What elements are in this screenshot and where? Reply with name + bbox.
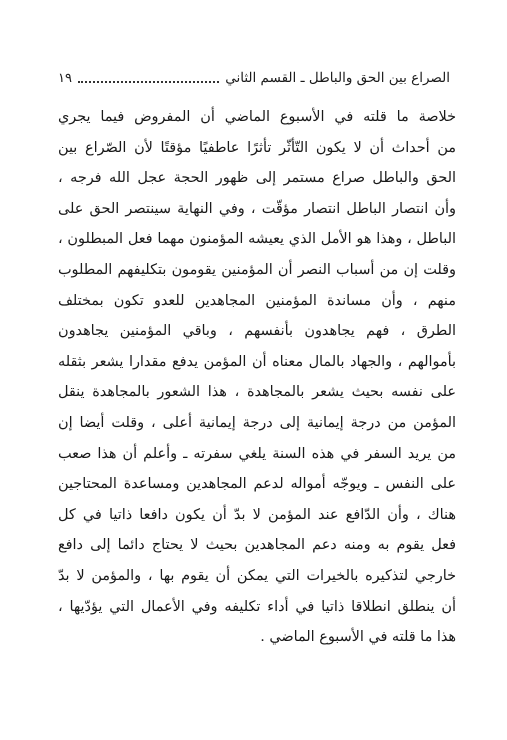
text-line: وأن انتصار الباطل انتصار مؤقّت ، وفي النهاية سينتصر الحق على xyxy=(58,200,456,217)
text-line: هناك ، وأن الدّافع عند المؤمن لا بدّ أن يكون دافعا ذاتيا في كل xyxy=(58,506,456,523)
text-line: الطرق ، فهم يجاهدون بأنفسهم ، وباقي المؤمنين يجاهدون xyxy=(58,323,456,340)
text-line: على النفس ـ ويوجّه أمواله لدعم المجاهدين ومساعدة المحتاجين xyxy=(58,476,456,493)
running-header-title: الصراع بين الحق والباطل ـ القسم الثاني xyxy=(225,70,450,86)
running-header xyxy=(58,66,450,90)
text-line: أن ينطلق انطلاقا ذاتيا في أداء تكليفه وفي الأعمال التي يؤدّيها ، xyxy=(58,598,456,615)
text-line: الباطل ، وهذا هو الأمل الذي يعيشه المؤمنون مهما فعل المبطلون ، xyxy=(58,231,456,248)
text-line: على نفسه بحيث يشعر بالمجاهدة ، هذا الشعور بالمجاهدة ينقل xyxy=(58,384,456,401)
page-number: ١٩ xyxy=(58,70,72,86)
text-line: من أحداث أن لا يكون التّأثّر تأثرًا عاطفيًا مؤقتًا لأن الصّراع بين xyxy=(58,139,456,156)
text-line: بأموالهم ، والجهاد بالمال معناه أن المؤمن يدفع مقدارا يشعر بثقله xyxy=(58,353,456,370)
text-line: من يريد السفر في هذه السنة يلغي سفرته ـ وأعلم أن هذا صعب xyxy=(58,445,456,462)
header-leader-dots xyxy=(78,80,219,83)
text-line: هذا ما قلته في الأسبوع الماضي . xyxy=(260,629,456,646)
text-line: فعل يقوم به ومنه دعم المجاهدين بحيث لا يحتاج دائما إلى دافع xyxy=(58,537,456,554)
text-line: خارجي لتذكيره بالخيرات التي يمكن أن يقوم بها ، والمؤمن لا بدّ xyxy=(58,567,456,584)
body-paragraph xyxy=(58,102,456,653)
text-line: وقلت إن من أسباب النصر أن المؤمنين يقومون بتكليفهم المطلوب xyxy=(58,261,456,278)
text-line: المؤمن من درجة إيمانية إلى درجة إيمانية أعلى ، وقلت أيضا إن xyxy=(58,414,456,431)
text-line: الحق والباطل صراع مستمر إلى ظهور الحجة عجل الله فرجه ، xyxy=(58,170,456,187)
text-line: خلاصة ما قلته في الأسبوع الماضي أن المفروض فيما يجري xyxy=(58,109,456,125)
text-line: منهم ، وأن مساندة المؤمنين المجاهدين للعدو تكون بمختلف xyxy=(58,292,456,309)
